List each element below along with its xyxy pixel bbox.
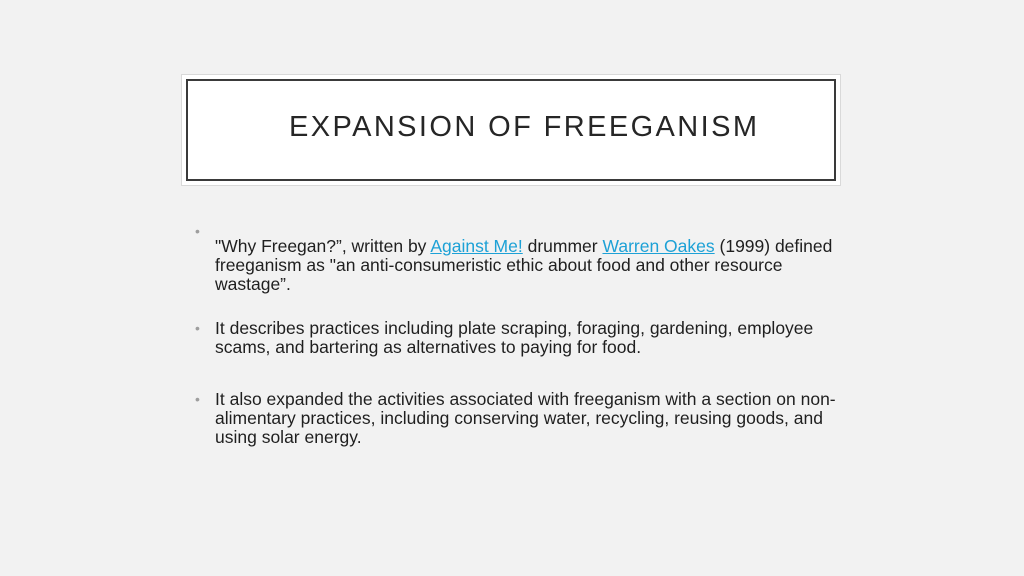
bullet-dot-icon: • (195, 320, 200, 336)
title-box (186, 79, 836, 181)
empty-line (215, 222, 845, 237)
slide-title: EXPANSION OF FREEGANISM (289, 111, 760, 143)
bullet-text: It also expanded the activities associated with freeganism with a section on non-alimentary practices, including conserving water, recycling, reusing goods, and using solar energy. (215, 389, 836, 447)
against-me-link[interactable]: Against Me! (430, 236, 523, 256)
bullet-dot-icon: • (195, 391, 200, 407)
bullet-text (215, 237, 845, 294)
bullet-item-1 (195, 222, 845, 294)
bullet-text: It describes practices including plate scraping, foraging, gardening, employee scams, and bartering as alternatives to paying for food. (215, 318, 814, 357)
warren-oakes-link[interactable]: Warren Oakes (602, 236, 715, 256)
bullet-item-3 (195, 390, 845, 447)
text-segment: "Why Freegan?”, written by (215, 236, 431, 256)
text-segment: (1999) defined freeganism as "an anti-consumeristic ethic about food and other resource wastage”. (215, 236, 833, 294)
bullet-list (195, 222, 845, 447)
text-segment: drummer (522, 236, 603, 256)
bullet-dot-icon: • (195, 223, 200, 239)
bullet-item-2 (195, 319, 845, 357)
